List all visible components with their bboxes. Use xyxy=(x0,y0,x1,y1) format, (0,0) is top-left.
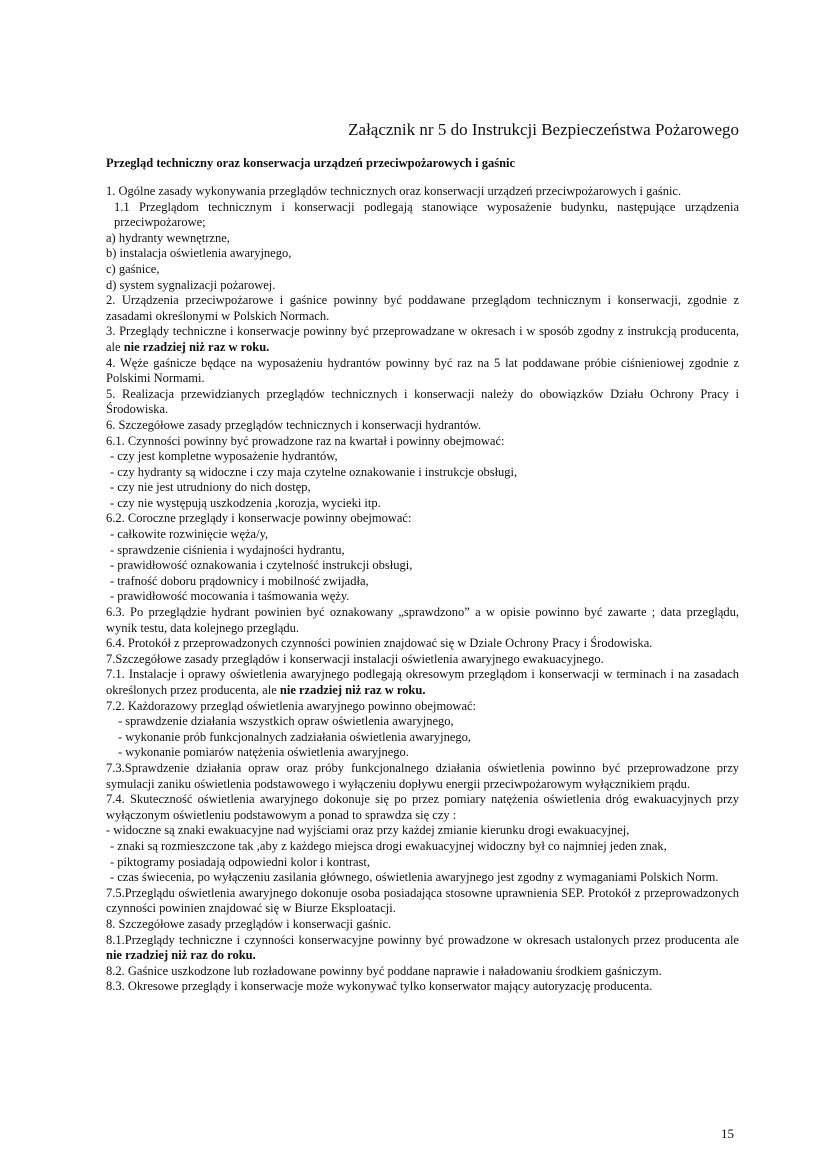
paragraph-8-3: 8.3. Okresowe przeglądy i konserwacje może wykonywać tylko konserwator mający autoryzację producenta. xyxy=(106,979,653,994)
paragraph-6-1: 6.1. Czynności powinny być prowadzone raz na kwartał i powinny obejmować: xyxy=(106,433,505,448)
paragraph-5: 5. Realizacja przewidzianych przeglądów technicznych i konserwacji należy do obowiązków Działu Ochrony Pracy i Środowiska. xyxy=(106,386,739,417)
paragraph-7-1 xyxy=(106,667,739,698)
list-item: b) instalacja oświetlenia awaryjnego, xyxy=(106,246,292,261)
list-item: - sprawdzenie działania wszystkich opraw oświetlenia awaryjnego, xyxy=(118,714,454,729)
page-number: 15 xyxy=(721,1126,734,1141)
section-7-heading: 7.Szczegółowe zasady przeglądów i konserwacji instalacji oświetlenia awaryjnego ewakuacyjnego. xyxy=(106,651,604,666)
list-item: - wykonanie pomiarów natężenia oświetlenia awaryjnego. xyxy=(118,745,409,760)
list-item: - czy nie jest utrudniony do nich dostęp, xyxy=(110,480,311,495)
annex-title: Załącznik nr 5 do Instrukcji Bezpieczeństwa Pożarowego xyxy=(348,120,739,139)
list-item: - czy jest kompletne wyposażenie hydrantów, xyxy=(110,449,338,464)
paragraph-8-1-text: 8.1.Przeglądy techniczne i czynności konserwacyjne powinny być prowadzone w okresach ustalonych przez producenta ale xyxy=(106,932,739,947)
paragraph-7-1-emphasis: nie rzadziej niż raz w roku. xyxy=(279,683,426,697)
paragraph-4: 4. Węże gaśnicze będące na wyposażeniu hydrantów powinny być raz na 5 lat poddawane próbie ciśnieniowej zgodnie z Polskimi Normami. xyxy=(106,355,739,386)
list-item: - sprawdzenie ciśnienia i wydajności hydrantu, xyxy=(110,542,345,557)
section-6-heading: 6. Szczegółowe zasady przeglądów technicznych i konserwacji hydrantów. xyxy=(106,417,482,432)
section-8-heading: 8. Szczegółowe zasady przeglądów i konserwacji gaśnic. xyxy=(106,916,392,931)
document-title: Przegląd techniczny oraz konserwacja urządzeń przeciwpożarowych i gaśnic xyxy=(106,156,516,170)
paragraph-6-4: 6.4. Protokół z przeprowadzonych czynności powinien znajdować się w Dziale Ochrony Pracy i Środowiska. xyxy=(106,636,653,651)
list-item: - widoczne są znaki ewakuacyjne nad wyjściami oraz przy każdej zmianie kierunku drogi ewakuacyjnej, xyxy=(106,823,630,838)
list-item: - piktogramy posiadają odpowiedni kolor i kontrast, xyxy=(110,854,371,869)
paragraph-3 xyxy=(106,324,739,355)
document-body xyxy=(106,184,739,995)
list-item: - prawidłowość oznakowania i czytelność instrukcji obsługi, xyxy=(110,558,413,573)
paragraph-7-3: 7.3.Sprawdzenie działania opraw oraz próby funkcjonalnego działania oświetlenia powinno być przeprowadzone przy symulacji zaniku oświetlenia podstawowego i wyłączeniu dopływu energii przeciwpożarowym wyłącznikiem prądu. xyxy=(106,760,739,791)
list-item: c) gaśnice, xyxy=(106,261,160,276)
list-item: - całkowite rozwinięcie węża/y, xyxy=(110,527,269,542)
section-1-heading: 1. Ogólne zasady wykonywania przeglądów technicznych oraz konserwacji urządzeń przeciwpożarowych i gaśnic. xyxy=(106,184,682,198)
list-item: - czas świecenia, po wyłączeniu zasilania głównego, oświetlenia awaryjnego jest zgodny z wymaganiami Polskich Norm. xyxy=(110,870,719,885)
list-item: - trafność doboru prądownicy i mobilność zwijadła, xyxy=(110,573,369,588)
list-item: - czy nie występują uszkodzenia ,korozja, wycieki itp. xyxy=(110,495,381,510)
paragraph-3-emphasis: nie rzadziej niż raz w roku. xyxy=(123,339,270,354)
paragraph-7-4: 7.4. Skuteczność oświetlenia awaryjnego dokonuje się po przez pomiary natężenia oświetlenia dróg ewakuacyjnych przy wyłączonym oświetleniu podstawowym a ponad to sprawdza się czy : xyxy=(106,792,739,822)
paragraph-7-2: 7.2. Każdorazowy przegląd oświetlenia awaryjnego powinno obejmować: xyxy=(106,698,477,713)
paragraph-7-1-text: 7.1. Instalacje i oprawy oświetlenia awaryjnego podlegają okresowym przeglądom i konserwacji w terminach i na zasadach określonych przez producenta, ale xyxy=(106,667,739,697)
paragraph-8-1 xyxy=(106,933,739,964)
paragraph-6-2: 6.2. Coroczne przeglądy i konserwacje powinny obejmować: xyxy=(106,511,412,526)
list-item: - wykonanie prób funkcjonalnych zadziałania oświetlenia awaryjnego, xyxy=(118,729,471,744)
paragraph-1-1: 1.1 Przeglądom technicznym i konserwacji podlegają stanowiące wyposażenie budynku, następujące urządzenia przeciwpożarowe; xyxy=(114,199,739,230)
list-item: - prawidłowość mocowania i taśmowania węży. xyxy=(110,589,350,604)
list-item: - znaki są rozmieszczone tak ,aby z każdego miejsca drogi ewakuacyjnej widoczny był co najmniej jeden znak, xyxy=(110,838,667,853)
paragraph-7-5: 7.5.Przeglądu oświetlenia awaryjnego dokonuje osoba posiadająca stosowne uprawnienia SEP. Protokół z przeprowadzonych czynności powinien znajdować się w Biurze Eksploatacji. xyxy=(106,885,739,916)
paragraph-2: 2. Urządzenia przeciwpożarowe i gaśnice powinny być poddawane przeglądom technicznym i konserwacji, zgodnie z zasadami określonymi w Polskich Normach. xyxy=(106,293,739,323)
paragraph-8-1-emphasis: nie rzadziej niż raz do roku. xyxy=(106,948,256,963)
paragraph-8-2: 8.2. Gaśnice uszkodzone lub rozładowane powinny być poddane naprawie i naładowaniu środkiem gaśniczym. xyxy=(106,963,662,978)
list-item: a) hydranty wewnętrzne, xyxy=(106,230,230,245)
list-item: - czy hydranty są widoczne i czy maja czytelne oznakowanie i instrukcje obsługi, xyxy=(110,464,518,479)
paragraph-6-3: 6.3. Po przeglądzie hydrant powinien być oznakowany „sprawdzono” a w opisie powinno być zawarte ; data przeglądu, wynik testu, data kolejnego przeglądu. xyxy=(106,605,739,635)
paragraph-3-text: 3. Przeglądy techniczne i konserwacje powinny być przeprowadzane w okresach i w sposób zgodny z instrukcją producenta, ale xyxy=(106,324,739,354)
list-item: d) system sygnalizacji pożarowej. xyxy=(106,277,276,292)
